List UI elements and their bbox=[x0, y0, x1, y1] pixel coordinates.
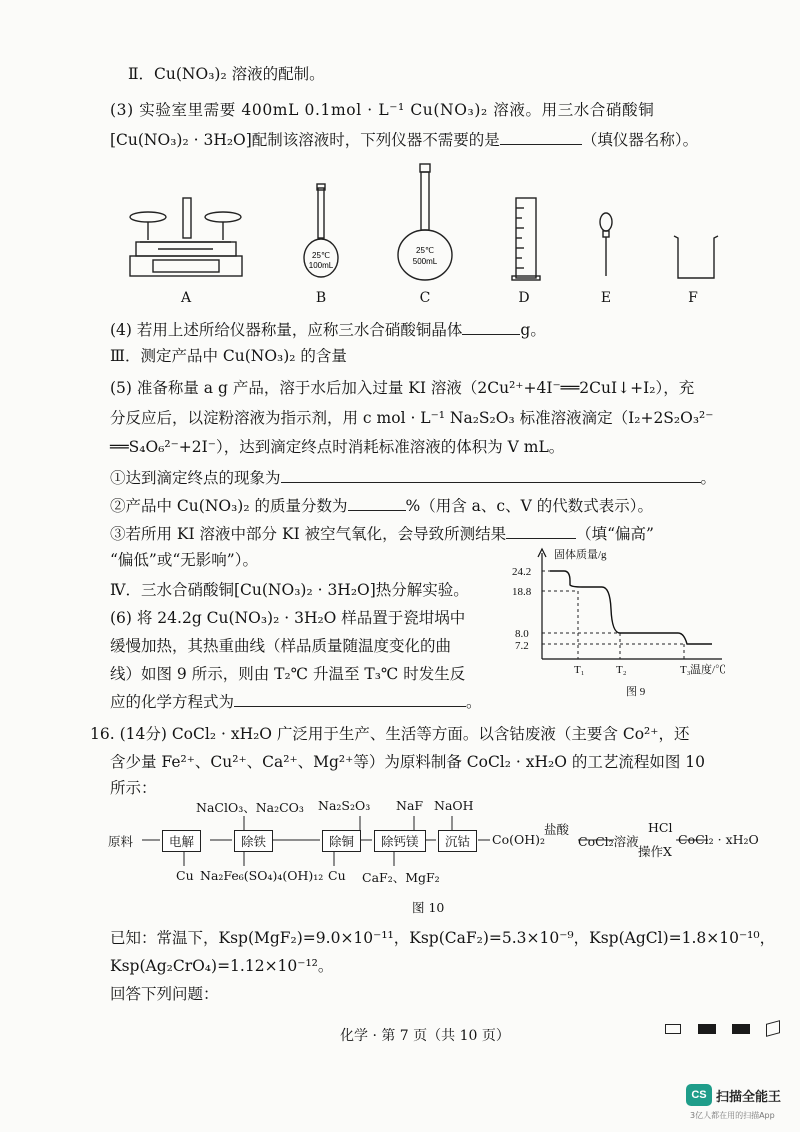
q16-line2: 含少量 Fe²⁺、Cu²⁺、Ca²⁺、Mg²⁺等）为原料制备 CoCl₂ · xH₂O 的工艺流程如图 10 bbox=[110, 753, 706, 771]
hcl-label-2: HCl bbox=[648, 820, 673, 835]
byproduct-4: CaF₂、MgF₂ bbox=[362, 870, 440, 885]
apparatus-figure bbox=[128, 160, 728, 290]
dropper-icon bbox=[600, 213, 612, 276]
page-footer: 化学 · 第 7 页（共 10 页） bbox=[340, 1028, 510, 1044]
marker-bar-1 bbox=[698, 1024, 716, 1034]
q5-1-answer-blank[interactable] bbox=[281, 466, 701, 483]
q5-1-line: ①达到滴定终点的现象为 。 bbox=[110, 466, 716, 488]
q5-line1: (5) 准备称量 a g 产品，溶于水后加入过量 KI 溶液（2Cu²⁺+4I⁻══2CuI↓+I₂），充 bbox=[110, 379, 695, 397]
cocl2-solution: CoCl₂溶液 bbox=[578, 834, 639, 849]
x-tick-3: T₃ bbox=[680, 664, 691, 676]
balance-icon bbox=[130, 198, 242, 276]
flask-c-volume: 500mL bbox=[412, 257, 438, 266]
x-axis-label: 温度/℃ bbox=[690, 664, 727, 676]
known-line2: Ksp(Ag₂CrO₄)=1.12×10⁻¹²。 bbox=[110, 957, 334, 975]
camscanner-logo-icon: CS bbox=[686, 1084, 712, 1106]
camscanner-tagline: 3亿人都在用的扫描App bbox=[690, 1111, 775, 1120]
flask-b-temp: 25℃ bbox=[312, 251, 330, 260]
section-2-title: Ⅱ．Cu(NO₃)₂ 溶液的配制。 bbox=[128, 65, 325, 83]
q3-line2: [Cu(NO₃)₂ · 3H₂O]配制该溶液时，下列仪器不需要的是 （填仪器名称）。 bbox=[110, 128, 698, 150]
section-3-title: Ⅲ．测定产品中 Cu(NO₃)₂ 的含量 bbox=[110, 347, 347, 365]
figure-10-caption: 图 10 bbox=[412, 900, 445, 915]
graduated-cylinder-icon bbox=[512, 198, 540, 280]
y-tick-1: 24.2 bbox=[512, 566, 532, 578]
reagent-3: NaF bbox=[396, 798, 424, 813]
marker-square-1 bbox=[665, 1024, 681, 1034]
q4-answer-blank[interactable] bbox=[462, 318, 520, 335]
known-line1: 已知：常温下，Ksp(MgF₂)=9.0×10⁻¹¹，Ksp(CaF₂)=5.3×10⁻⁹，Ksp(AgCl)=1.8×10⁻¹⁰， bbox=[110, 929, 776, 947]
label-e: E bbox=[600, 290, 612, 306]
marker-quad bbox=[766, 1020, 780, 1037]
q5-3-answer-blank[interactable] bbox=[506, 522, 576, 539]
y-tick-3: 8.0 bbox=[515, 628, 529, 640]
beaker-icon bbox=[674, 236, 718, 278]
marker-bar-2 bbox=[732, 1024, 750, 1034]
y-axis-label: 固体质量/g bbox=[554, 549, 607, 561]
q5-2-line: ②产品中 Cu(NO₃)₂ 的质量分数为 %（用含 a、c、V 的代数式表示）。 bbox=[110, 494, 653, 516]
q4-line: (4) 若用上述所给仪器称量，应称三水合硝酸铜晶体 g。 bbox=[110, 318, 546, 340]
q3-line1: (3) 实验室里需要 400mL 0.1mol · L⁻¹ Cu(NO₃)₂ 溶液。用三水合硝酸铜 bbox=[110, 101, 655, 119]
step-electrolysis: 电解 bbox=[162, 830, 201, 852]
q5-3-line: ③若所用 KI 溶液中部分 KI 被空气氧化，会导致所测结果 （填“偏高” bbox=[110, 522, 654, 544]
flask-b-volume: 100mL bbox=[308, 261, 334, 270]
figure-9-chart bbox=[512, 545, 762, 705]
q5-2-answer-blank[interactable] bbox=[348, 494, 406, 511]
y-tick-4: 7.2 bbox=[515, 640, 529, 652]
q6-line4: 应的化学方程式为 。 bbox=[110, 690, 482, 712]
byproduct-2: Na₂Fe₆(SO₄)₄(OH)₁₂ bbox=[200, 868, 324, 883]
label-a: A bbox=[180, 290, 192, 306]
x-tick-1: T₁ bbox=[574, 664, 585, 676]
byproduct-3: Cu bbox=[328, 868, 346, 883]
reagent-2: Na₂S₂O₃ bbox=[318, 798, 371, 813]
byproduct-1: Cu bbox=[176, 868, 194, 883]
q3-answer-blank[interactable] bbox=[500, 128, 582, 145]
reagent-4: NaOH bbox=[434, 798, 474, 813]
co-oh2: Co(OH)₂ bbox=[492, 832, 546, 847]
q16-line3: 所示： bbox=[110, 779, 157, 797]
q6-answer-blank[interactable] bbox=[234, 690, 466, 707]
q6-line3: 线）如图 9 所示，则由 T₂℃ 升温至 T₃℃ 时发生反 bbox=[110, 665, 466, 683]
label-c: C bbox=[419, 290, 431, 306]
hcl-label-1: 盐酸 bbox=[544, 822, 570, 837]
step-precipitate-cobalt: 沉钴 bbox=[438, 830, 477, 852]
flask-c-temp: 25℃ bbox=[416, 246, 434, 255]
step-remove-copper: 除铜 bbox=[322, 830, 361, 852]
q6-line2: 缓慢加热，其热重曲线（样品质量随温度变化的曲 bbox=[110, 637, 452, 655]
flowchart-figure-10 bbox=[108, 798, 768, 918]
x-tick-2: T₂ bbox=[616, 664, 627, 676]
reagent-1: NaClO₃、Na₂CO₃ bbox=[196, 800, 304, 815]
step-remove-iron: 除铁 bbox=[234, 830, 273, 852]
label-b: B bbox=[315, 290, 327, 306]
q5-3-line2: “偏低”或“无影响”）。 bbox=[110, 551, 258, 569]
final-product: CoCl₂ · xH₂O bbox=[678, 832, 759, 847]
y-tick-2: 18.8 bbox=[512, 586, 532, 598]
operation-x: 操作X bbox=[638, 844, 672, 859]
figure-9-caption: 图 9 bbox=[626, 686, 646, 698]
section-4-title: Ⅳ．三水合硝酸铜[Cu(NO₃)₂ · 3H₂O]热分解实验。 bbox=[110, 581, 469, 599]
step-remove-ca-mg: 除钙镁 bbox=[374, 830, 426, 852]
label-d: D bbox=[518, 290, 530, 306]
flow-start: 原料 bbox=[108, 834, 134, 849]
camscanner-name: 扫描全能王 bbox=[716, 1090, 782, 1105]
q5-line2: 分反应后，以淀粉溶液为指示剂，用 c mol · L⁻¹ Na₂S₂O₃ 标准溶液滴定（I₂+2S₂O₃²⁻ bbox=[110, 409, 714, 427]
label-f: F bbox=[688, 290, 698, 306]
q16-line1: 16. (14分) CoCl₂ · xH₂O 广泛用于生产、生活等方面。以含钴废液（主要含 Co²⁺，还 bbox=[90, 725, 690, 743]
answer-prompt: 回答下列问题： bbox=[110, 985, 219, 1003]
q6-line1: (6) 将 24.2g Cu(NO₃)₂ · 3H₂O 样品置于瓷坩埚中 bbox=[110, 609, 466, 627]
q5-line3: ══S₄O₆²⁻+2I⁻），达到滴定终点时消耗标准溶液的体积为 V mL。 bbox=[110, 438, 565, 456]
